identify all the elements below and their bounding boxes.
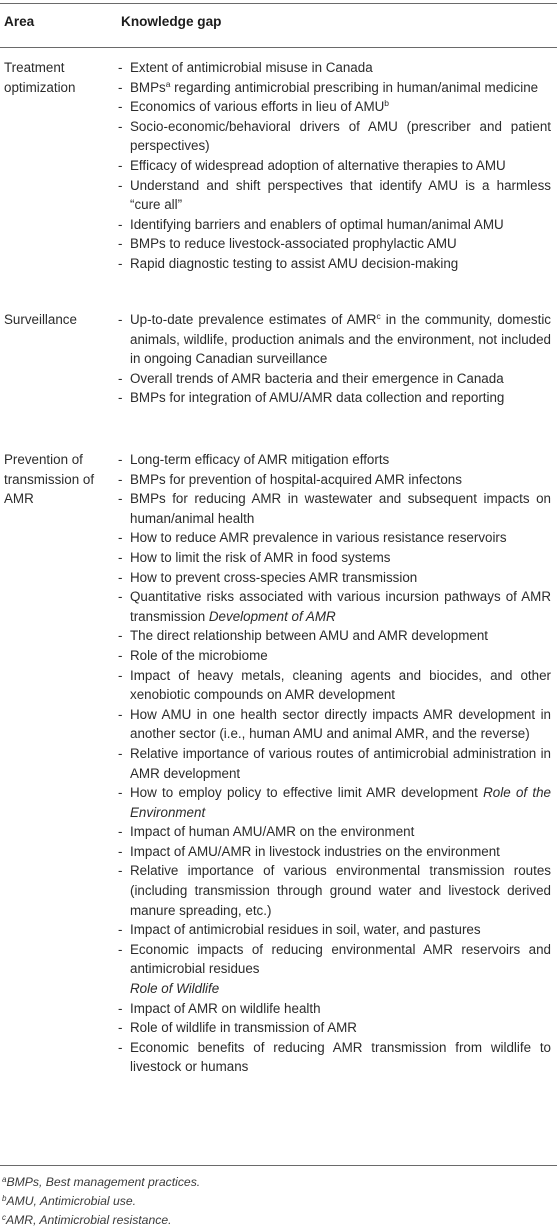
footnote-ref: b (384, 98, 390, 109)
knowledge-gap-item (118, 705, 551, 744)
dash-bullet: - (118, 922, 123, 938)
knowledge-gap-item (118, 388, 551, 408)
knowledge-gap-item (118, 1018, 551, 1038)
knowledge-gap-item (118, 450, 551, 470)
gap-text: Economic impacts of reducing environmental AMR reservoirs and antimicrobial residues (130, 941, 551, 977)
dash-bullet: - (118, 177, 123, 193)
knowledge-gap-item (118, 783, 551, 822)
subheading (118, 979, 551, 999)
dash-bullet: - (118, 471, 123, 487)
dash-bullet: - (118, 216, 123, 232)
footnote-ref: c (376, 311, 381, 321)
knowledge-gap-item (118, 999, 551, 1019)
gap-text: Impact of AMU/AMR in livestock industries on the environment (130, 843, 500, 859)
footnotes (2, 1173, 552, 1230)
gap-text: Up-to-date prevalence estimates of AMR (130, 312, 377, 327)
gap-text: Overall trends of AMR bacteria and their emergence in Canada (130, 370, 504, 386)
top-rule (0, 3, 557, 4)
footnote (2, 1173, 552, 1192)
gap-list-treatment (118, 58, 551, 274)
dash-bullet: - (118, 236, 123, 252)
gap-text: Impact of heavy metals, cleaning agents and biocides, and other xenobiotic compounds on AMR development (130, 667, 551, 703)
dash-bullet: - (118, 99, 123, 115)
dash-bullet: - (118, 706, 123, 722)
dash-bullet: - (118, 1020, 123, 1036)
knowledge-gap-item (118, 842, 551, 862)
knowledge-gap-item (118, 666, 551, 705)
knowledge-gap-item (118, 587, 551, 626)
gap-text-continued: in the community, domestic animals, wildlife, production animals and the environment, not included in ongoing Canadian surveillance (130, 312, 551, 367)
footnote-mark: c (2, 1213, 6, 1222)
bottom-rule (0, 1165, 557, 1166)
knowledge-gap-item (118, 489, 551, 528)
dash-bullet: - (118, 157, 123, 173)
knowledge-gap-item (118, 234, 551, 254)
dash-bullet: - (118, 1039, 123, 1055)
inline-subheading: Role of the Environment (130, 785, 551, 820)
gap-text: Economics of various efforts in lieu of AMU (130, 99, 385, 115)
gap-text: How to reduce AMR prevalence in various resistance reservoirs (130, 530, 507, 546)
footnote-mark: a (2, 1175, 7, 1184)
gap-text: Economic benefits of reducing AMR transmission from wildlife to livestock or humans (130, 1039, 551, 1075)
dash-bullet: - (118, 1000, 123, 1016)
gap-text: Relative importance of various environmental transmission routes (including transmission through ground water and livestock derived manure spreading, etc.) (130, 863, 551, 918)
gap-list-prevention (118, 450, 551, 1077)
gap-text: Identifying barriers and enablers of optimal human/animal AMU (130, 216, 504, 232)
footnote-mark: b (2, 1194, 7, 1203)
knowledge-gap-item (118, 626, 551, 646)
gap-text: BMPs for prevention of hospital-acquired AMR infectons (130, 471, 462, 487)
header-knowledge-gap: Knowledge gap (121, 14, 222, 29)
knowledge-gap-item (118, 215, 551, 235)
gap-text: Long-term efficacy of AMR mitigation efforts (130, 452, 390, 467)
dash-bullet: - (118, 530, 123, 546)
gap-text: BMPs for integration of AMU/AMR data collection and reporting (130, 390, 505, 406)
footnote-ref: a (165, 78, 171, 89)
knowledge-gap-item (118, 470, 551, 490)
gap-text: Understand and shift perspectives that identify AMU is a harmless “cure all” (130, 177, 551, 213)
footnote (2, 1211, 552, 1230)
header-area: Area (4, 14, 35, 29)
knowledge-gap-item (118, 568, 551, 588)
knowledge-gap-item (118, 369, 551, 389)
gap-text: BMPs (130, 79, 166, 95)
gap-text: Impact of AMR on wildlife health (130, 1000, 321, 1016)
dash-bullet: - (118, 628, 123, 644)
knowledge-gap-item (118, 940, 551, 979)
knowledge-gap-item (118, 117, 551, 156)
dash-bullet: - (118, 549, 123, 565)
gap-text: BMPs for reducing AMR in wastewater and subsequent impacts on human/animal health (130, 491, 551, 526)
dash-bullet: - (118, 491, 123, 507)
gap-text: Quantitative risks associated with various incursion pathways of AMR transmission (130, 589, 551, 624)
footnote-text: AMU, Antimicrobial use. (6, 1194, 137, 1208)
header-rule (0, 47, 557, 48)
gap-text: Role of wildlife in transmission of AMR (130, 1020, 357, 1036)
gap-text: Socio-economic/behavioral drivers of AMU (prescriber and patient perspectives) (130, 118, 551, 154)
dash-bullet: - (118, 60, 123, 75)
knowledge-gap-item (118, 78, 551, 98)
dash-bullet: - (118, 843, 123, 859)
dash-bullet: - (118, 452, 123, 467)
gap-text: Rapid diagnostic testing to assist AMU decision-making (130, 255, 459, 271)
knowledge-gap-item (118, 254, 551, 274)
dash-bullet: - (118, 569, 123, 585)
dash-bullet: - (118, 863, 123, 879)
gap-text: Extent of antimicrobial misuse in Canada (130, 60, 373, 75)
dash-bullet: - (118, 647, 123, 663)
gap-text: Impact of antimicrobial residues in soil, water, and pastures (130, 922, 481, 938)
area-cell-treatment: Treatment optimization (4, 60, 76, 95)
knowledge-gap-item (118, 97, 551, 117)
knowledge-gap-item (118, 822, 551, 842)
inline-subheading: Development of AMR (208, 608, 336, 624)
dash-bullet: - (118, 667, 123, 683)
gap-text: How to prevent cross-species AMR transmission (130, 569, 418, 585)
knowledge-gap-item (118, 861, 551, 920)
area-cell-prevention: Prevention of transmission of AMR (4, 452, 95, 507)
subheading-text: Role of Wildlife (130, 981, 220, 997)
gap-text: How to limit the risk of AMR in food systems (130, 549, 391, 565)
gap-text: BMPs to reduce livestock-associated prophylactic AMU (130, 236, 457, 252)
dash-bullet: - (118, 745, 123, 761)
dash-bullet: - (118, 79, 123, 95)
area-cell-surveillance: Surveillance (4, 312, 77, 327)
dash-bullet: - (118, 824, 123, 840)
gap-text: The direct relationship between AMU and AMR development (130, 628, 489, 644)
footnote (2, 1192, 552, 1211)
gap-text: Efficacy of widespread adoption of alternative therapies to AMU (130, 157, 506, 173)
gap-text-continued: regarding antimicrobial prescribing in human/animal medicine (170, 79, 539, 95)
dash-bullet: - (118, 370, 123, 386)
knowledge-gap-item (118, 548, 551, 568)
knowledge-gap-item (118, 156, 551, 176)
dash-bullet: - (118, 118, 123, 134)
dash-bullet: - (118, 785, 123, 801)
knowledge-gap-item (118, 646, 551, 666)
knowledge-gap-item (118, 920, 551, 940)
dash-bullet: - (118, 390, 123, 406)
gap-text: How to employ policy to effective limit AMR development (130, 785, 484, 801)
gap-list-surveillance (118, 310, 551, 408)
dash-bullet: - (118, 941, 123, 957)
footnote-text: AMR, Antimicrobial resistance. (6, 1213, 172, 1227)
dash-bullet: - (118, 312, 123, 327)
dash-bullet: - (118, 589, 123, 605)
knowledge-gap-item (118, 528, 551, 548)
gap-text: Relative importance of various routes of antimicrobial administration in AMR development (130, 745, 551, 781)
knowledge-gap-item (118, 310, 551, 369)
knowledge-gap-item (118, 744, 551, 783)
gap-text: How AMU in one health sector directly impacts AMR development in another sector (i.e., human AMU and animal AMR, and the reverse) (130, 706, 551, 742)
dash-bullet: - (118, 255, 123, 271)
footnote-text: BMPs, Best management practices. (6, 1175, 201, 1189)
knowledge-gap-item (118, 176, 551, 215)
gap-text: Role of the microbiome (130, 647, 268, 663)
knowledge-gap-item (118, 1038, 551, 1077)
gap-text: Impact of human AMU/AMR on the environment (130, 824, 415, 840)
knowledge-gap-item (118, 58, 551, 78)
